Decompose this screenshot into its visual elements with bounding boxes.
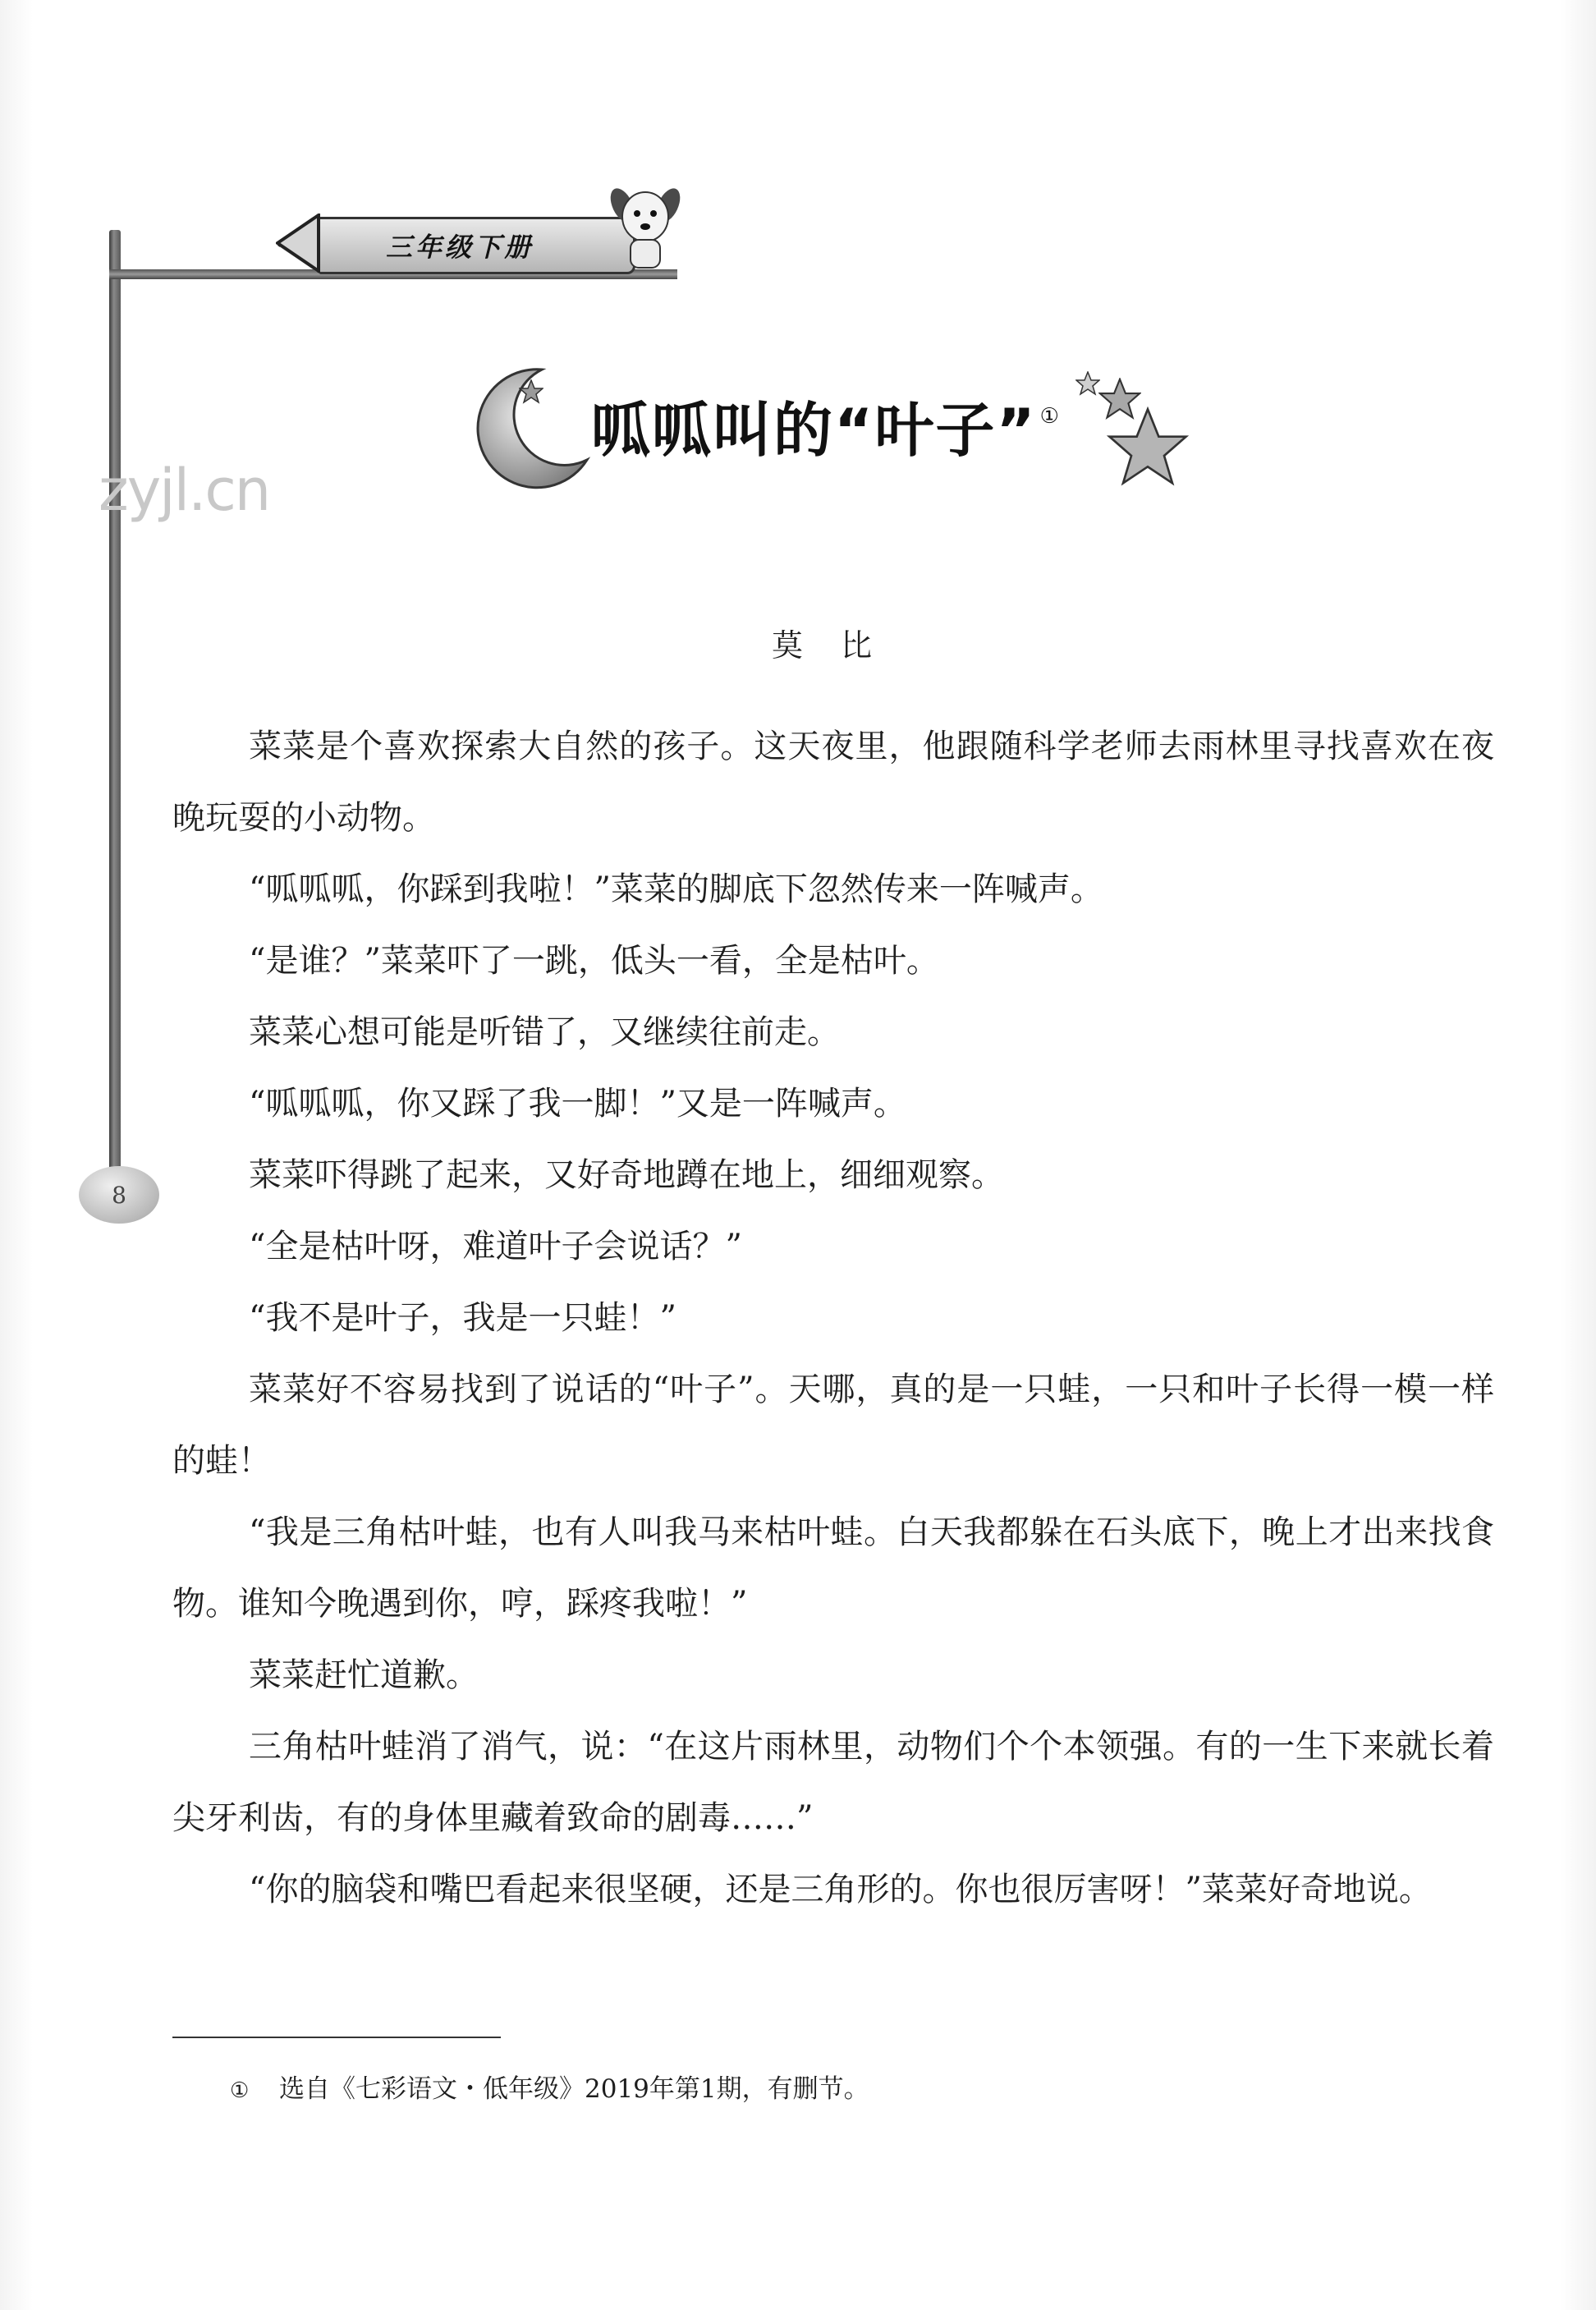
arrow-left-icon <box>276 214 342 273</box>
star-icon <box>1107 406 1189 489</box>
article-body <box>172 711 1494 1926</box>
dog-icon <box>608 181 683 271</box>
paragraph: “我不是叶子，我是一只蛙！” <box>249 1299 676 1337</box>
footnote-mark: ① <box>230 2078 250 2103</box>
grade-label: 三年级下册 <box>386 232 534 263</box>
article-title <box>591 383 1084 465</box>
page-number-text: 8 <box>112 1181 126 1209</box>
paragraph: “我是三角枯叶蛙，也有人叫我马来枯叶蛙。白天我都躲在石头底下，晚上才出来找食物。谁知今晚遇到你，哼，踩疼我啦！” <box>172 1513 1494 1623</box>
footnote-text: 选自《七彩语文・低年级》2019年第1期，有删节。 <box>279 2074 869 2104</box>
paragraph: 菜菜心想可能是听错了，又继续往前走。 <box>249 1013 840 1051</box>
paragraph: 菜菜赶忙道歉。 <box>249 1656 479 1694</box>
paragraph: 菜菜是个喜欢探索大自然的孩子。这天夜里，他跟随科学老师去雨林里寻找喜欢在夜晚玩耍的小动物。 <box>172 728 1494 837</box>
page-number <box>79 1166 159 1224</box>
watermark: zyjl.cn <box>99 457 270 524</box>
paragraph: “呱呱呱，你踩到我啦！”菜菜的脚底下忽然传来一阵喊声。 <box>249 870 1103 908</box>
paragraph: 三角枯叶蛙消了消气，说：“在这片雨林里，动物们个个本领强。有的一生下来就长着尖牙利齿，有的身体里藏着致命的剧毒……” <box>172 1728 1494 1837</box>
footnote-rule <box>172 2037 501 2038</box>
margin-vertical-bar <box>109 230 121 1197</box>
title-note-mark: ① <box>1039 404 1061 429</box>
footnote <box>230 2068 1215 2104</box>
paragraph: “你的脑袋和嘴巴看起来很坚硬，还是三角形的。你也很厉害呀！”菜菜好奇地说。 <box>249 1871 1432 1908</box>
article-title-text: 呱呱叫的“叶子” <box>591 396 1037 465</box>
paragraph: “是谁？”菜菜吓了一跳，低头一看，全是枯叶。 <box>249 942 939 980</box>
paragraph: “呱呱呱，你又踩了我一脚！”又是一阵喊声。 <box>249 1085 906 1123</box>
paragraph: 菜菜吓得跳了起来，又好奇地蹲在地上，细细观察。 <box>249 1156 1004 1194</box>
author: 莫比 <box>772 627 910 664</box>
paragraph: 菜菜好不容易找到了说话的“叶子”。天哪，真的是一只蛙，一只和叶子长得一模一样的蛙！ <box>172 1371 1494 1480</box>
paragraph: “全是枯叶呀，难道叶子会说话？” <box>249 1228 742 1265</box>
star-icon <box>519 379 543 404</box>
